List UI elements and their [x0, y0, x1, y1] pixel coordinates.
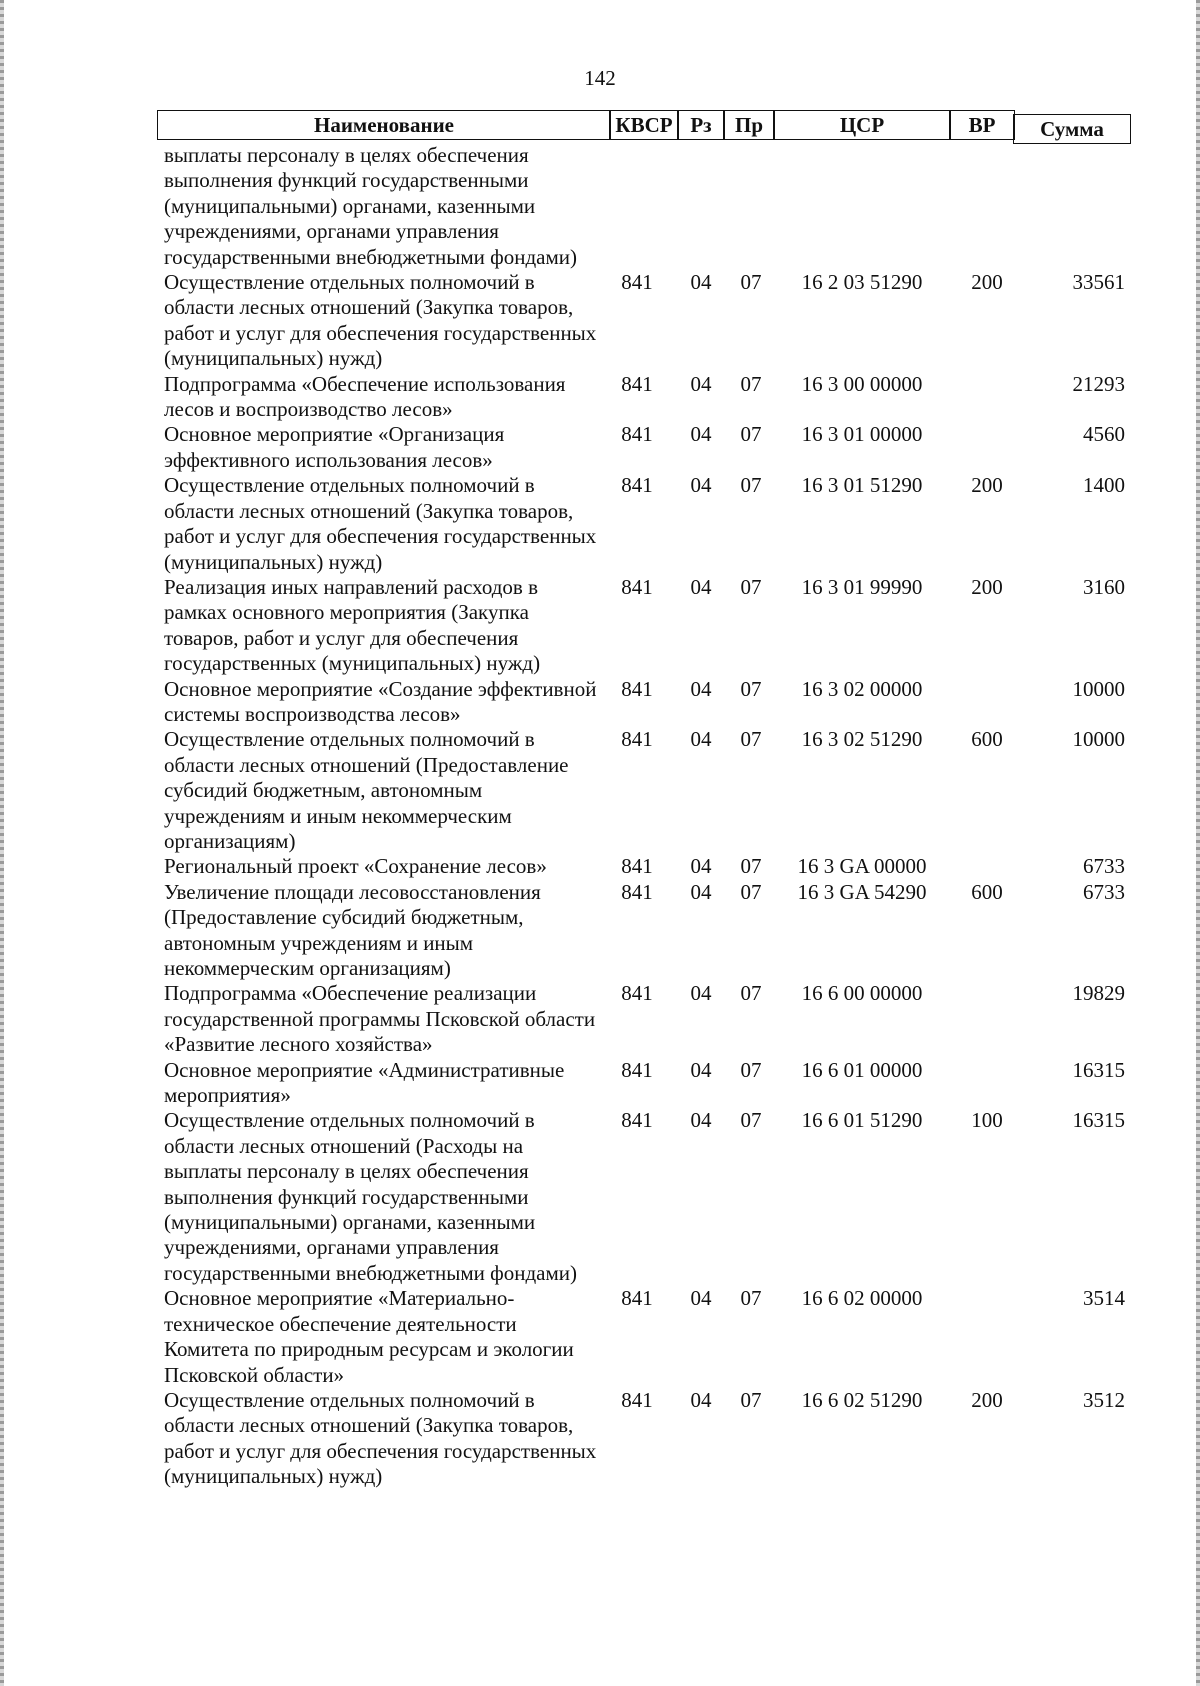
cell-csr: 16 6 01 00000 [801, 1057, 923, 1082]
table-row [157, 727, 1137, 854]
header-vr: ВР [949, 110, 1015, 140]
cell-sum: 10000 [1072, 727, 1125, 752]
cell-name: Увеличение площади лесовосстановления (Предоставление субсидий бюджетным, автономным учреждениям и иным некоммерческим организациям) [164, 879, 541, 980]
table-row [157, 422, 1137, 473]
cell-pr: 07 [740, 676, 762, 701]
cell-kvsr: 841 [621, 574, 653, 599]
cell-pr: 07 [740, 981, 762, 1006]
cell-rz: 04 [690, 1057, 712, 1082]
cell-vr: 200 [971, 574, 1003, 599]
cell-sum: 4560 [1083, 422, 1125, 447]
cell-kvsr: 841 [621, 854, 653, 879]
cell-sum: 33561 [1072, 270, 1125, 295]
table-row [157, 1108, 1137, 1286]
cell-rz: 04 [690, 371, 712, 396]
cell-sum: 19829 [1072, 981, 1125, 1006]
cell-csr: 16 3 01 99990 [801, 574, 923, 599]
cell-sum: 21293 [1072, 371, 1125, 396]
cell-rz: 04 [690, 1286, 712, 1311]
header-kvsr: КВСР [609, 110, 679, 140]
cell-name: Региональный проект «Сохранение лесов» [164, 854, 547, 879]
cell-pr: 07 [740, 270, 762, 295]
cell-rz: 04 [690, 727, 712, 752]
cell-csr: 16 2 03 51290 [801, 270, 923, 295]
cell-kvsr: 841 [621, 371, 653, 396]
cell-vr: 200 [971, 473, 1003, 498]
cell-sum: 3160 [1083, 574, 1125, 599]
header-pr: Пр [723, 110, 775, 140]
cell-vr: 200 [971, 1387, 1003, 1412]
cell-pr: 07 [740, 1286, 762, 1311]
cell-kvsr: 841 [621, 1387, 653, 1412]
cell-name: Подпрограмма «Обеспечение реализации государственной программы Псковской области «Развитие лесного хозяйства» [164, 981, 596, 1057]
table-row [157, 270, 1137, 372]
cell-csr: 16 6 00 00000 [801, 981, 923, 1006]
cell-vr: 600 [971, 879, 1003, 904]
page-number: 142 [584, 66, 616, 90]
cell-sum: 6733 [1083, 854, 1125, 879]
scan-edge-right [1196, 0, 1200, 1686]
cell-sum: 3514 [1083, 1286, 1125, 1311]
cell-csr: 16 6 02 00000 [801, 1286, 923, 1311]
cell-kvsr: 841 [621, 1286, 653, 1311]
cell-kvsr: 841 [621, 1057, 653, 1082]
cell-name: Осуществление отдельных полномочий в области лесных отношений (Предоставление субсидий бюджетным, автономным учреждениям и иным некоммерческим организациям) [164, 727, 569, 853]
cell-name: Осуществление отдельных полномочий в области лесных отношений (Закупка товаров, работ и услуг для обеспечения государственных (муниципальных) нужд) [164, 473, 597, 574]
cell-csr: 16 3 01 51290 [801, 473, 923, 498]
cell-kvsr: 841 [621, 727, 653, 752]
cell-rz: 04 [690, 422, 712, 447]
cell-csr: 16 3 00 00000 [801, 371, 923, 396]
cell-vr: 100 [971, 1108, 1003, 1133]
cell-pr: 07 [740, 371, 762, 396]
cell-rz: 04 [690, 1387, 712, 1412]
cell-rz: 04 [690, 854, 712, 879]
table-row [157, 372, 1137, 423]
cell-pr: 07 [740, 1057, 762, 1082]
cell-rz: 04 [690, 676, 712, 701]
table-row [157, 854, 1137, 879]
cell-rz: 04 [690, 473, 712, 498]
cell-kvsr: 841 [621, 422, 653, 447]
header-sum: Сумма [1013, 114, 1131, 144]
table-row [157, 473, 1137, 575]
cell-sum: 16315 [1072, 1108, 1125, 1133]
cell-csr: 16 3 01 00000 [801, 422, 923, 447]
cell-sum: 6733 [1083, 879, 1125, 904]
cell-csr: 16 6 01 51290 [801, 1108, 923, 1133]
cell-pr: 07 [740, 1387, 762, 1412]
cell-kvsr: 841 [621, 879, 653, 904]
cell-csr: 16 3 02 51290 [801, 727, 923, 752]
cell-name: Осуществление отдельных полномочий в области лесных отношений (Расходы на выплаты персоналу в целях обеспечения выполнения функций государственными (муниципальными) органами, казенными учреждениями, органами управления государственными внебюджетными фондами) [164, 1108, 578, 1285]
cell-name: Подпрограмма «Обеспечение использования лесов и воспроизводство лесов» [164, 371, 566, 422]
cell-name: Основное мероприятие «Организация эффективного использования лесов» [164, 422, 505, 472]
cell-pr: 07 [740, 574, 762, 599]
cell-pr: 07 [740, 1108, 762, 1133]
cell-rz: 04 [690, 981, 712, 1006]
cell-name: Основное мероприятие «Административные мероприятия» [164, 1057, 565, 1108]
cell-pr: 07 [740, 854, 762, 879]
header-csr: ЦСР [773, 110, 951, 140]
table-row [157, 981, 1137, 1057]
header-name: Наименование [157, 110, 611, 140]
cell-rz: 04 [690, 879, 712, 904]
cell-csr: 16 3 GA 00000 [797, 854, 927, 879]
cell-pr: 07 [740, 422, 762, 447]
cell-kvsr: 841 [621, 676, 653, 701]
cell-kvsr: 841 [621, 1108, 653, 1133]
cell-vr: 200 [971, 270, 1003, 295]
table-row [157, 677, 1137, 728]
cell-rz: 04 [690, 574, 712, 599]
table-row [157, 880, 1137, 982]
cell-pr: 07 [740, 727, 762, 752]
cell-rz: 04 [690, 270, 712, 295]
cell-kvsr: 841 [621, 473, 653, 498]
table-row [157, 575, 1137, 677]
scan-edge-left [0, 0, 4, 1686]
table-row [157, 1388, 1137, 1490]
cell-csr: 16 3 GA 54290 [797, 879, 927, 904]
cell-sum: 10000 [1072, 676, 1125, 701]
cell-rz: 04 [690, 1108, 712, 1133]
cell-name: Основное мероприятие «Материально-техническое обеспечение деятельности Комитета по природным ресурсам и экологии Псковской области» [164, 1286, 574, 1387]
cell-name: Основное мероприятие «Создание эффективной системы воспроизводства лесов» [164, 676, 597, 726]
cell-pr: 07 [740, 879, 762, 904]
cell-name: выплаты персоналу в целях обеспечения выполнения функций государственными (муниципальными) органами, казенными учреждениями, органами управления государственными внебюджетными фондами) [164, 143, 578, 269]
cell-sum: 16315 [1072, 1057, 1125, 1082]
cell-name: Осуществление отдельных полномочий в области лесных отношений (Закупка товаров, работ и услуг для обеспечения государственных (муниципальных) нужд) [164, 1387, 597, 1489]
table-row [157, 143, 1137, 270]
cell-kvsr: 841 [621, 981, 653, 1006]
cell-name: Осуществление отдельных полномочий в области лесных отношений (Закупка товаров, работ и услуг для обеспечения государственных (муниципальных) нужд) [164, 270, 597, 371]
cell-vr: 600 [971, 727, 1003, 752]
table-row [157, 1058, 1137, 1109]
cell-kvsr: 841 [621, 270, 653, 295]
table-body [157, 143, 1137, 1490]
cell-name: Реализация иных направлений расходов в рамках основного мероприятия (Закупка товаров, работ и услуг для обеспечения государственных (муниципальных) нужд) [164, 574, 541, 676]
cell-sum: 1400 [1083, 473, 1125, 498]
header-rz: Рз [677, 110, 725, 140]
cell-sum: 3512 [1083, 1387, 1125, 1412]
cell-csr: 16 6 02 51290 [801, 1387, 923, 1412]
cell-pr: 07 [740, 473, 762, 498]
cell-csr: 16 3 02 00000 [801, 676, 923, 701]
table-row [157, 1286, 1137, 1388]
